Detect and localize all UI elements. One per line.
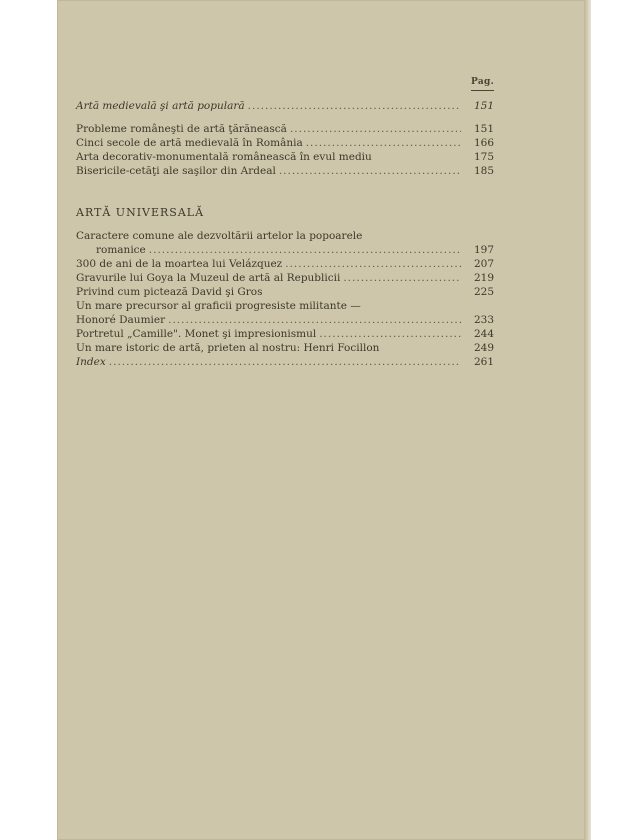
toc-entry (76, 341, 494, 355)
toc-entry-title: Artă medievală şi artă populară (76, 100, 245, 112)
toc-entry-title: Bisericile-cetăţi ale saşilor din Ardeal (76, 165, 276, 177)
toc-entry-title: Probleme româneşti de artă ţărănească (76, 123, 287, 135)
toc-entry-page: 244 (473, 328, 494, 340)
toc-entry-title-line1: Un mare precursor al graficii progresiste militante — (76, 300, 361, 312)
toc-entry-page: 261 (473, 356, 494, 368)
toc-entry-index (76, 355, 494, 369)
toc-entry-title: Un mare istoric de artă, prieten al nostru: Henri Focillon (76, 342, 380, 354)
page-column-label: Pag. (76, 75, 494, 91)
toc-entry (76, 164, 494, 178)
toc-entry-page: 233 (473, 314, 494, 326)
toc-entry-title: Index (76, 356, 106, 368)
toc-entry-page: 225 (473, 286, 494, 298)
toc-entry (76, 257, 494, 271)
toc-entry-title: Portretul „Camille". Monet şi impresionismul (76, 328, 317, 340)
leader-dots (319, 327, 461, 341)
toc-entry-title-line2: Honoré Daumier (76, 314, 166, 326)
toc-entry-page: 185 (473, 165, 494, 177)
toc-entry-page: 249 (473, 342, 494, 354)
toc-entry (76, 299, 494, 313)
toc-entry (76, 285, 494, 299)
toc-entry-page: 207 (473, 258, 494, 270)
toc-entry (76, 122, 494, 136)
table-of-contents (76, 75, 494, 369)
toc-entry-title-line1: Caractere comune ale dezvoltării artelor la popoarele (76, 230, 363, 242)
leader-dots (306, 136, 461, 150)
toc-entry-continued (76, 243, 494, 257)
toc-entry (76, 271, 494, 285)
toc-entry-page: 197 (473, 244, 494, 256)
toc-entry-page: 166 (473, 137, 494, 149)
toc-entry-page: 219 (473, 272, 494, 284)
toc-entry (76, 150, 494, 164)
leader-dots (149, 243, 461, 257)
page-edge (585, 0, 591, 840)
toc-entry-title-line2: romanice (96, 244, 146, 256)
toc-entry-title: 300 de ani de la moartea lui Velázquez (76, 258, 283, 270)
leader-dots (343, 271, 461, 285)
section-medieval-heading (76, 99, 494, 113)
leader-dots (248, 99, 461, 113)
toc-entry (76, 327, 494, 341)
section-universal-heading: ARTĂ UNIVERSALĂ (76, 206, 205, 219)
toc-entry-title: Gravurile lui Goya la Muzeul de artă al Republicii (76, 272, 341, 284)
toc-entry-title: Privind cum pictează David şi Gros (76, 286, 263, 298)
leader-dots (168, 313, 461, 327)
toc-entry (76, 229, 494, 243)
leader-dots (285, 257, 461, 271)
toc-entry-title: Arta decorativ-monumentală românească în evul mediu (76, 151, 372, 163)
leader-dots (279, 164, 461, 178)
toc-entry-page: 175 (473, 151, 494, 163)
toc-entry-page: 151 (473, 100, 494, 112)
leader-dots (109, 355, 461, 369)
toc-entry-title: Cinci secole de artă medievală în România (76, 137, 303, 149)
toc-entry-page: 151 (473, 123, 494, 135)
toc-entry-continued (76, 313, 494, 327)
book-page (57, 0, 585, 840)
toc-entry (76, 136, 494, 150)
leader-dots (290, 122, 461, 136)
